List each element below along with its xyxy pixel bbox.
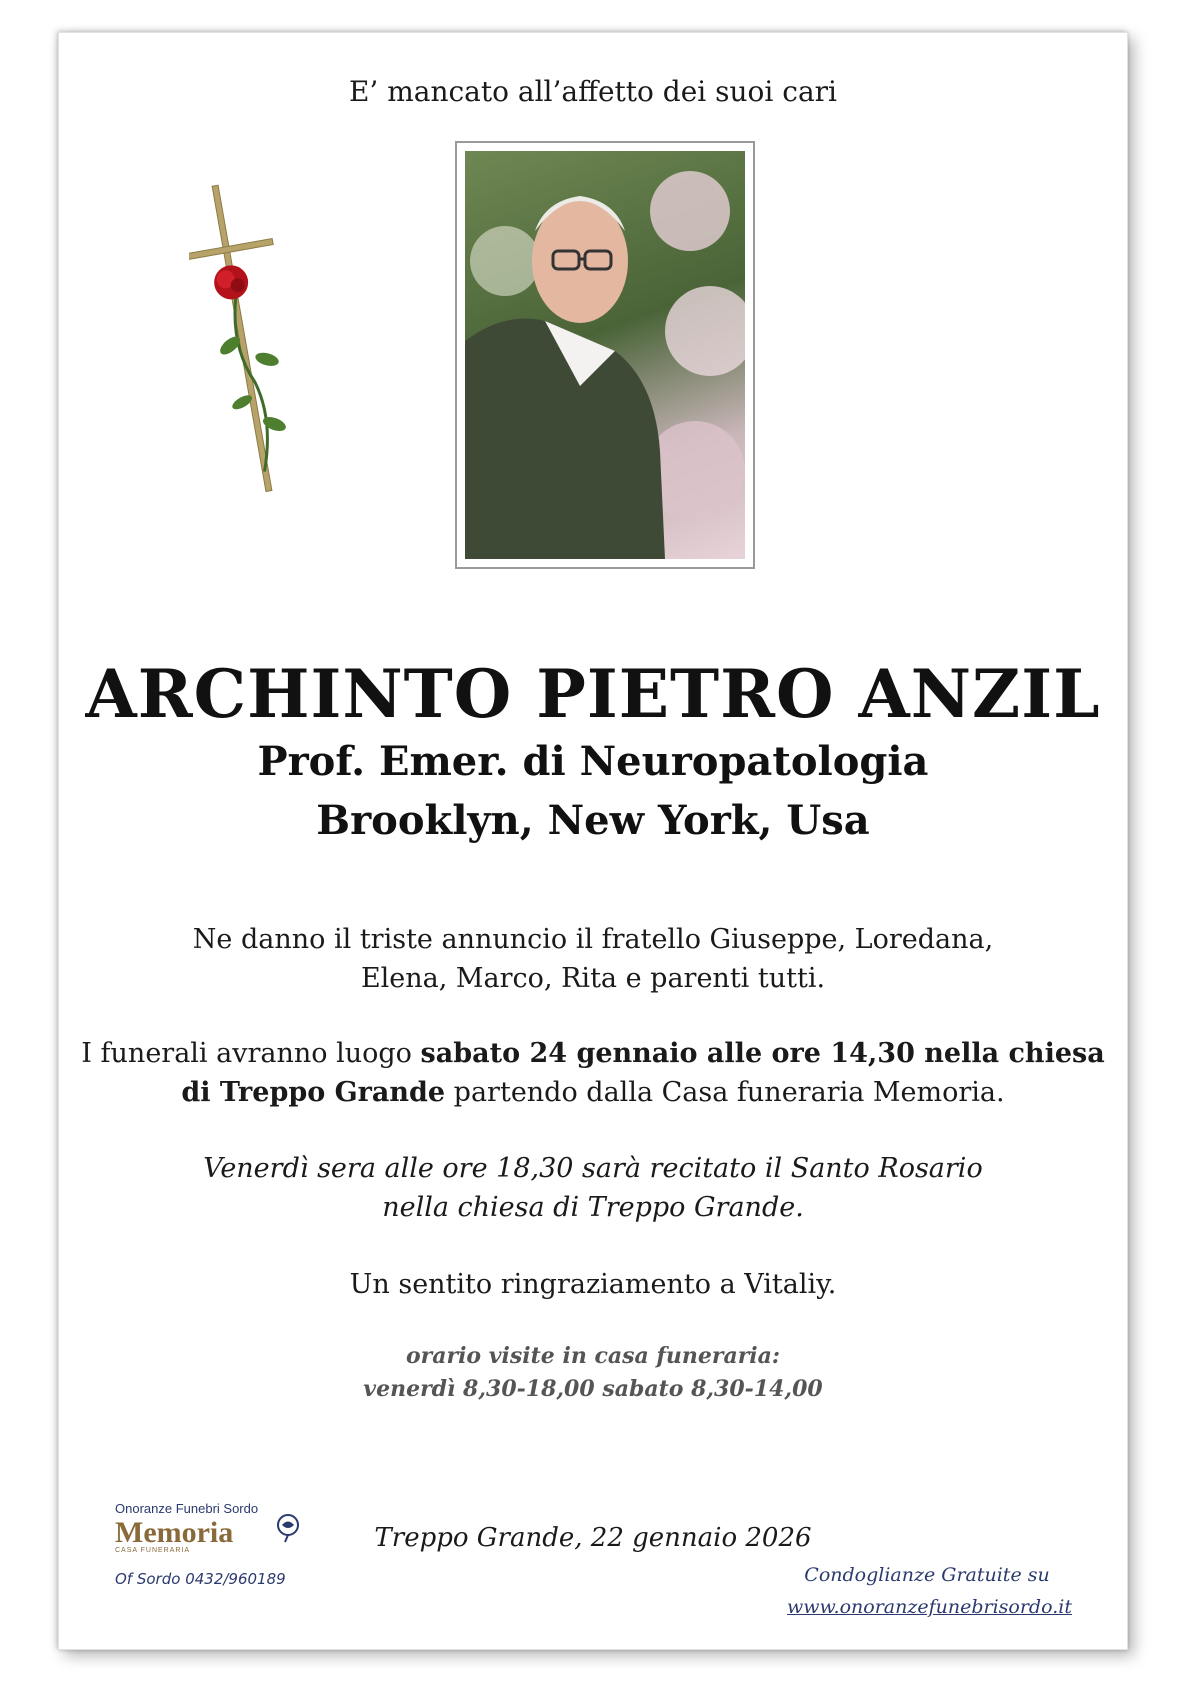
logo-top-text: Onoranze Funebri Sordo bbox=[115, 1501, 259, 1516]
rosary-line: nella chiesa di Treppo Grande. bbox=[382, 1192, 804, 1223]
condolences-label: Condoglianze Gratuite su bbox=[804, 1564, 1050, 1586]
cross-with-rose-icon bbox=[189, 173, 299, 503]
logo-brand: Memoria bbox=[115, 1516, 234, 1549]
deceased-name: ARCHINTO PIETRO ANZIL bbox=[85, 655, 1101, 733]
deceased-title: Prof. Emer. di Neuropatologia bbox=[257, 738, 929, 785]
condolences-block bbox=[787, 1559, 1072, 1623]
funeral-place: di Treppo Grande bbox=[181, 1077, 446, 1108]
visiting-hours-times: venerdì 8,30-18,00 sabato 8,30-14,00 bbox=[363, 1376, 823, 1402]
logo-subtitle: CASA FUNERARIA bbox=[115, 1547, 191, 1554]
rosary-paragraph bbox=[59, 1149, 1127, 1227]
visiting-hours-label: orario visite in casa funeraria: bbox=[405, 1343, 781, 1369]
announcement-line: Elena, Marco, Rita e parenti tutti. bbox=[360, 963, 826, 994]
logo-phone: Of Sordo 0432/960189 bbox=[115, 1570, 286, 1588]
announcement-line: Ne danno il triste annuncio il fratello Giuseppe, Loredana, bbox=[192, 924, 994, 955]
rose-icon bbox=[273, 1513, 303, 1543]
intro-text: E’ mancato all’affetto dei suoi cari bbox=[348, 75, 837, 108]
place-and-date: Treppo Grande, 22 gennaio 2026 bbox=[374, 1523, 812, 1553]
announcement-paragraph bbox=[59, 920, 1127, 998]
thanks-text: Un sentito ringraziamento a Vitaliy. bbox=[349, 1269, 837, 1300]
funeral-text: I funerali avranno luogo bbox=[81, 1038, 421, 1069]
funeral-home-logo bbox=[115, 1501, 305, 1601]
funeral-paragraph bbox=[59, 1034, 1127, 1112]
portrait-photo-frame bbox=[455, 141, 755, 569]
deceased-location: Brooklyn, New York, Usa bbox=[316, 797, 870, 844]
visiting-hours bbox=[59, 1340, 1127, 1406]
portrait-photo bbox=[465, 151, 745, 559]
funeral-date-time: sabato 24 gennaio alle ore 14,30 nella chiesa bbox=[420, 1038, 1105, 1069]
funeral-text: partendo dalla Casa funeraria Memoria. bbox=[445, 1077, 1005, 1108]
obituary-sheet bbox=[58, 32, 1128, 1650]
rosary-line: Venerdì sera alle ore 18,30 sarà recitato il Santo Rosario bbox=[203, 1153, 983, 1184]
condolences-link[interactable]: www.onoranzefunebrisordo.it bbox=[787, 1596, 1072, 1618]
